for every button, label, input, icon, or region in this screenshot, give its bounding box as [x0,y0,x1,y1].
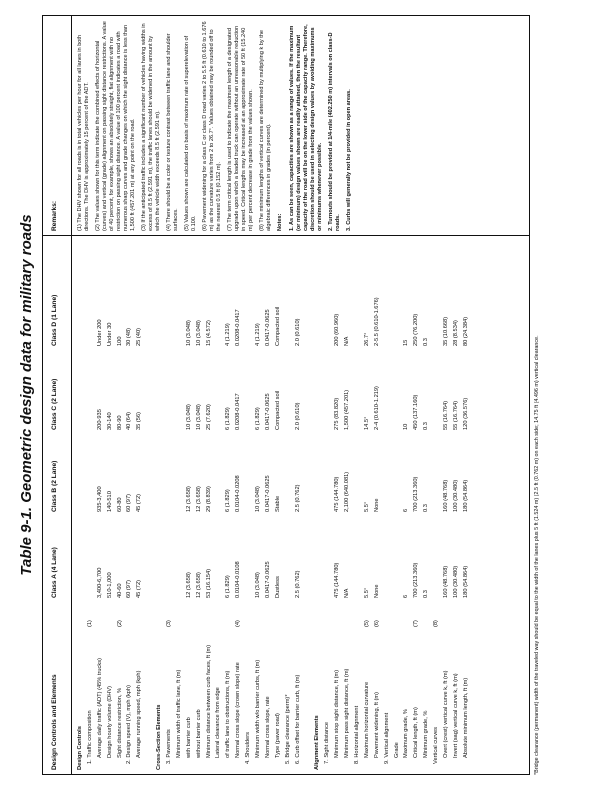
cell-class-a: 100 (30.480) [452,565,459,598]
row-label: 3. Pavements [166,729,173,764]
cell-class-a: 180 (54.864) [462,565,469,598]
row-label: 7. Sight distance [324,721,331,764]
cell-class-b: 475 (144.780) [334,476,341,512]
row-label: Sight distance restriction, % [116,687,123,758]
cell-class-d: 100 [116,336,123,346]
table-row [433,238,443,770]
table-row [126,238,136,770]
column-header-class-a: Class A (4 Lane) [51,547,58,598]
cell-class-b: 5.5° [363,501,370,512]
cell-class-c: 1,500 (457.201) [344,389,351,430]
row-label: Normal cross slope, rate [264,696,271,758]
remarks-list [77,21,273,231]
row-label: Overt (crest) vertical curve k, ft (m) [442,670,449,758]
cell-class-a: 12 (3.658) [185,572,192,598]
cell-class-a: 12 (3.658) [195,572,202,598]
row-label: 6. Curb offset for barrier curb, ft (m) [294,674,301,764]
remarks-divider [43,235,529,236]
cell-class-d: 10 (3.048) [185,320,192,346]
table-row [443,238,453,770]
row-label: 9. Vertical alignment [383,712,390,764]
row-label: Absolute minimum length, ft (m) [462,677,469,758]
table-row [265,238,275,770]
cell-class-a: 160 (48.768) [442,565,449,598]
cell-class-d: 35 (10.668) [442,316,449,346]
row-label: 2. Design speed (V), mph (kph) [126,684,133,764]
cell-class-c: 0.3 [423,422,430,430]
cell-class-b: 935-3,400 [96,486,103,512]
table-row [117,238,127,770]
remark-item: (8) The minimum lengths of vertical curves are determined by multiplying k by the algebraic differences in grades (in percent). [259,29,272,231]
cell-class-c: 55 (16.764) [442,400,449,430]
note-item: 1. As can be seen, capacities are shown as a range of values. If the maximum (or minimum) design values shown are readily attained, then the resultant capacity of the road will be on the lower side of the capacity range. Therefore, discretion should be used in selecting design values by avoiding maximums or minimums whenever possible. [289,24,323,231]
table-row [136,238,146,770]
table-row [166,238,176,770]
row-label: Invert (sag) vertical curve k, ft (m) [452,673,459,758]
cell-class-a: 700 (213.360) [413,562,420,598]
row-label: Minimum distance between curb faces, ft (m) [205,644,212,758]
cell-class-b: 12 (3.658) [185,486,192,512]
table-row [87,238,97,770]
table-row [107,238,117,770]
table-row [206,238,216,770]
cell-class-b: 12 (3.658) [195,486,202,512]
row-label: Minimum width w/o barrier curbs, ft (m) [255,659,262,758]
row-remark-ref: (7) [413,620,420,627]
row-label: Maximum grade, % [403,709,410,758]
cell-class-d: 26.7° [363,332,370,346]
remark-item: (3) If the anticipated traffic includes a significant number of vehicles having widths in excess of 8.5 ft (2.591 m), the traffic lanes should be widened in the amount by which the vehicle width exceeds 8.5 ft (2.591 m). [141,23,161,231]
cell-class-d: 4 (1.219) [225,323,232,346]
cell-class-c: 25 (7.620) [205,404,212,430]
note-item: 3. Curbs will generally not be provided in open areas. [346,89,352,231]
cell-class-b: 700 (213.360) [413,476,420,512]
row-label: 5. Bridge clearance (perm)* [284,694,291,764]
remark-item: (7) The term critical length is used to indicate the maximum length of a designated upgrade upon which a loaded truck can operate without an unreasonable reduction in speed. Critical lengths may be increased at an approximate rate of 50 ft (15.240 m) per percent decrease in grade from the values shown. [227,25,254,231]
cell-class-b: 10 (3.048) [255,486,262,512]
row-label: 4. Shoulders [245,732,252,764]
table-row [354,238,364,770]
column-header-remarks: Remarks: [51,200,58,231]
table-row [463,238,473,770]
table-row [384,238,394,770]
cell-class-b: 0.0417-0.0625 [264,475,271,512]
cell-class-a: Dustless [274,576,281,598]
cell-class-b: 2.5 (0.762) [294,484,301,512]
cell-class-c: 6 (1.829) [225,407,232,430]
cell-class-c: 275 (83.820) [334,397,341,430]
cell-class-b: 60 (97) [126,493,133,512]
row-label: with barrier curb [185,717,192,758]
cell-class-c: 0.0208-0.0417 [235,393,242,430]
cell-class-d: 10 (3.048) [195,320,202,346]
cell-class-c: 80-90 [116,415,123,430]
row-label: Minimum grade, % [423,710,430,758]
table-row [453,238,463,770]
cell-class-d: 2.0 (0.610) [294,318,301,346]
note-item: 2. Turnouts should be provided at 1/4-mile (402.250 m) intervals on class-D roads. [328,32,341,231]
row-label: Grade [393,742,400,758]
row-remark-ref: (8) [433,620,440,627]
cell-class-a: N/A [344,588,351,598]
cell-class-d: 30 (48) [126,327,133,346]
table-row [245,238,255,770]
row-label: 1. Traffic composition [86,710,93,764]
remark-item: (6) Pavement widening for a class C or class D road varies 2 to 5.5 ft (0.610 to 1.676 m) as the curvature varies from 2 to 26.7°. Values obtained may be rounded off to the nearest 0.5 ft (0.152 m). [202,21,222,231]
notes-list [289,21,353,231]
remark-item: (5) Values shown are calculated on basis of maximum rate of superelevation of 0.100. [184,35,197,231]
column-header-class-b: Class B (2 Lane) [51,460,58,512]
header-rule [71,16,72,774]
remark-item: (4) There should be a color or texture contrast between traffic lane and shoulder surfaces. [166,33,179,231]
cell-class-b: 6 (1.829) [225,489,232,512]
cell-class-c: 200-935 [96,409,103,430]
table-row [146,238,156,770]
table-row [275,238,285,770]
cell-class-c: 40 (64) [126,411,133,430]
row-label: Normal cross slope (crown slope) rate [235,662,242,758]
cell-class-b: 0.3 [423,504,430,512]
cell-class-c: 2.0 (0.610) [294,402,301,430]
table-footnote: *Bridge clearance (permanent) width of the traveled way should be equal to the width of the lanes plus 5 ft (1.524 m) (2.5 ft (0.762 m) on each side; 14.75 ft (4.496 m) vertical clearance. [534,335,540,775]
row-label: Minimum width of traffic lane, ft (m) [175,669,182,758]
cell-class-a: 475 (144.780) [334,562,341,598]
cell-class-b: 140-510 [106,491,113,512]
row-label: of traffic lane to obstructions, ft (m) [225,670,232,758]
cell-class-c: 35 (56) [136,411,143,430]
cell-class-a: 2.5 (0.762) [294,570,301,598]
cell-class-b: 0.0104-0.0208 [235,475,242,512]
cell-class-a: 45 (72) [136,579,143,598]
cell-class-c: 2-4 (0.610-1.219) [373,386,380,430]
cell-class-c: 450 (137.160) [413,394,420,430]
table-row [304,238,314,770]
cell-class-a: 5.5° [363,587,370,598]
cell-class-d: Under 30 [106,322,113,346]
column-header-class-d: Class D (1 Lane) [51,294,58,346]
cell-class-b: 6 [403,508,410,512]
row-label: Cross-Section Elements [156,704,163,770]
row-label: Average running speed, mph (kph) [136,670,143,758]
table-frame [42,15,530,775]
row-label: Maximum horizontal curvature [363,681,370,758]
table-row [344,238,354,770]
row-label: Pavement widening, ft (m) [373,691,380,758]
cell-class-a: 60 (97) [126,579,133,598]
table-row [334,238,344,770]
column-header-elements: Design Controls and Elements [51,674,58,770]
cell-class-b: 160 (48.768) [442,479,449,512]
table-row [285,238,295,770]
row-label: without barrier curb [195,709,202,758]
cell-class-a: 6 [403,594,410,598]
cell-class-b: 2,100 (640.081) [344,471,351,512]
row-label: Minimum pass sight distance, ft (m) [344,668,351,758]
cell-class-c: 10 (3.048) [185,404,192,430]
remark-item: (2) The values shown for this term indicate the combined effects of horizontal (curves) and vertical (grade) alignment on passing sight distance restrictions. A value of 40 percent, for example, shows an absolutely straight, flat alignment with no restriction on passing sight distance. A value of 100 percent indicates a road with numerous sharp curves and grade changes on which the sight distance is less than 1,500 ft (457.201 m) at any point on the road. [95,21,136,231]
cell-class-d: 0.0417-0.0625 [264,309,271,346]
table-row [324,238,334,770]
notes-heading: Notes: [277,213,283,231]
table-row [423,238,433,770]
cell-class-d: N/A [344,336,351,346]
cell-class-b: 60-80 [116,497,123,512]
row-label: Alignment Elements [314,715,321,770]
cell-class-a: 510-1,000 [106,572,113,598]
row-label: Lateral clearance from edge [215,687,222,758]
row-label: Vertical curves [433,727,440,764]
table-row [295,238,305,770]
cell-class-c: 6 (1.829) [255,407,262,430]
cell-class-a: 40-60 [116,583,123,598]
row-label: Design Controls [77,726,83,770]
row-remark-ref: (4) [235,620,242,627]
cell-class-d: 0.3 [423,338,430,346]
cell-class-a: 0.0104-0.0108 [235,561,242,598]
row-label: Design hourly volume (DHV) [106,685,113,758]
cell-class-d: 0.0208-0.0417 [235,309,242,346]
table-row [77,238,87,770]
table-row [255,238,265,770]
table-row [176,238,186,770]
table-row [225,238,235,770]
cell-class-a: 53 (16.154) [205,568,212,598]
cell-class-b: 180 (54.864) [462,479,469,512]
cell-class-d: 2-5.5 (0.610-1.676) [373,297,380,346]
row-label: 8. Horizontal alignment [353,705,360,764]
cell-class-a: 0.0417-0.0625 [264,561,271,598]
row-remark-ref: (2) [116,620,123,627]
cell-class-c: 14.5° [363,416,370,430]
row-label: Minimum stop sight distance, ft (m) [334,669,341,758]
cell-class-d: 28 (8.534) [452,320,459,346]
rotated-table-page [18,15,558,775]
table-row [235,238,245,770]
cell-class-a: None [373,584,380,598]
design-data-table [77,238,473,770]
cell-class-d: Under 200 [96,319,103,346]
cell-class-b: 29 (8.839) [205,486,212,512]
table-row [186,238,196,770]
cell-class-d: 200 (60.960) [334,313,341,346]
cell-class-d: 25 (40) [136,327,143,346]
cell-class-a: 3,400-6,700 [96,567,103,598]
table-row [364,238,374,770]
table-row [314,238,324,770]
row-label: Type (paver road) [274,713,281,758]
cell-class-d: 250 (76.200) [413,313,420,346]
cell-class-b: Stable [274,495,281,512]
row-label: Average daily traffic (ADT) (45% trucks) [96,658,103,758]
column-header-class-c: Class C (2 Lane) [51,378,58,430]
cell-class-b: 100 (30.480) [452,479,459,512]
cell-class-b: None [373,498,380,512]
cell-class-a: 6 (1.829) [225,575,232,598]
cell-class-d: Compacted soil [274,306,281,346]
table-row [374,238,384,770]
table-row [156,238,166,770]
table-row [215,238,225,770]
cell-class-c: 55 (16.764) [452,400,459,430]
row-label: Critical length, ft (m) [413,707,420,758]
table-row [196,238,206,770]
table-row [97,238,107,770]
cell-class-c: 30-140 [106,412,113,430]
cell-class-c: Compacted soil [274,390,281,430]
cell-class-c: 120 (36.576) [462,397,469,430]
cell-class-c: 0.0417-0.0625 [264,393,271,430]
cell-class-a: 0.3 [423,590,430,598]
row-remark-ref: (6) [373,620,380,627]
cell-class-d: 80 (24.384) [462,316,469,346]
row-remark-ref: (5) [363,620,370,627]
cell-class-d: 4 (1.219) [255,323,262,346]
table-row [403,238,413,770]
remarks-column [77,21,357,231]
row-remark-ref: (3) [166,620,173,627]
cell-class-b: 45 (72) [136,493,143,512]
cell-class-d: 15 [403,339,410,346]
cell-class-c: 10 [403,423,410,430]
remark-item: (1) The DHV shown for all roads is in total vehicles per hour for all lanes in both directions. The DHV is approximately 15 percent of the ADT. [77,34,90,231]
cell-class-d: 15 (4.572) [205,320,212,346]
table-title: Table 9-1. Geometric design data for military roads [18,214,35,576]
row-remark-ref: (1) [86,620,93,627]
cell-class-c: 10 (3.048) [195,404,202,430]
table-row [413,238,423,770]
table-row [394,238,404,770]
cell-class-a: 10 (3.048) [255,572,262,598]
